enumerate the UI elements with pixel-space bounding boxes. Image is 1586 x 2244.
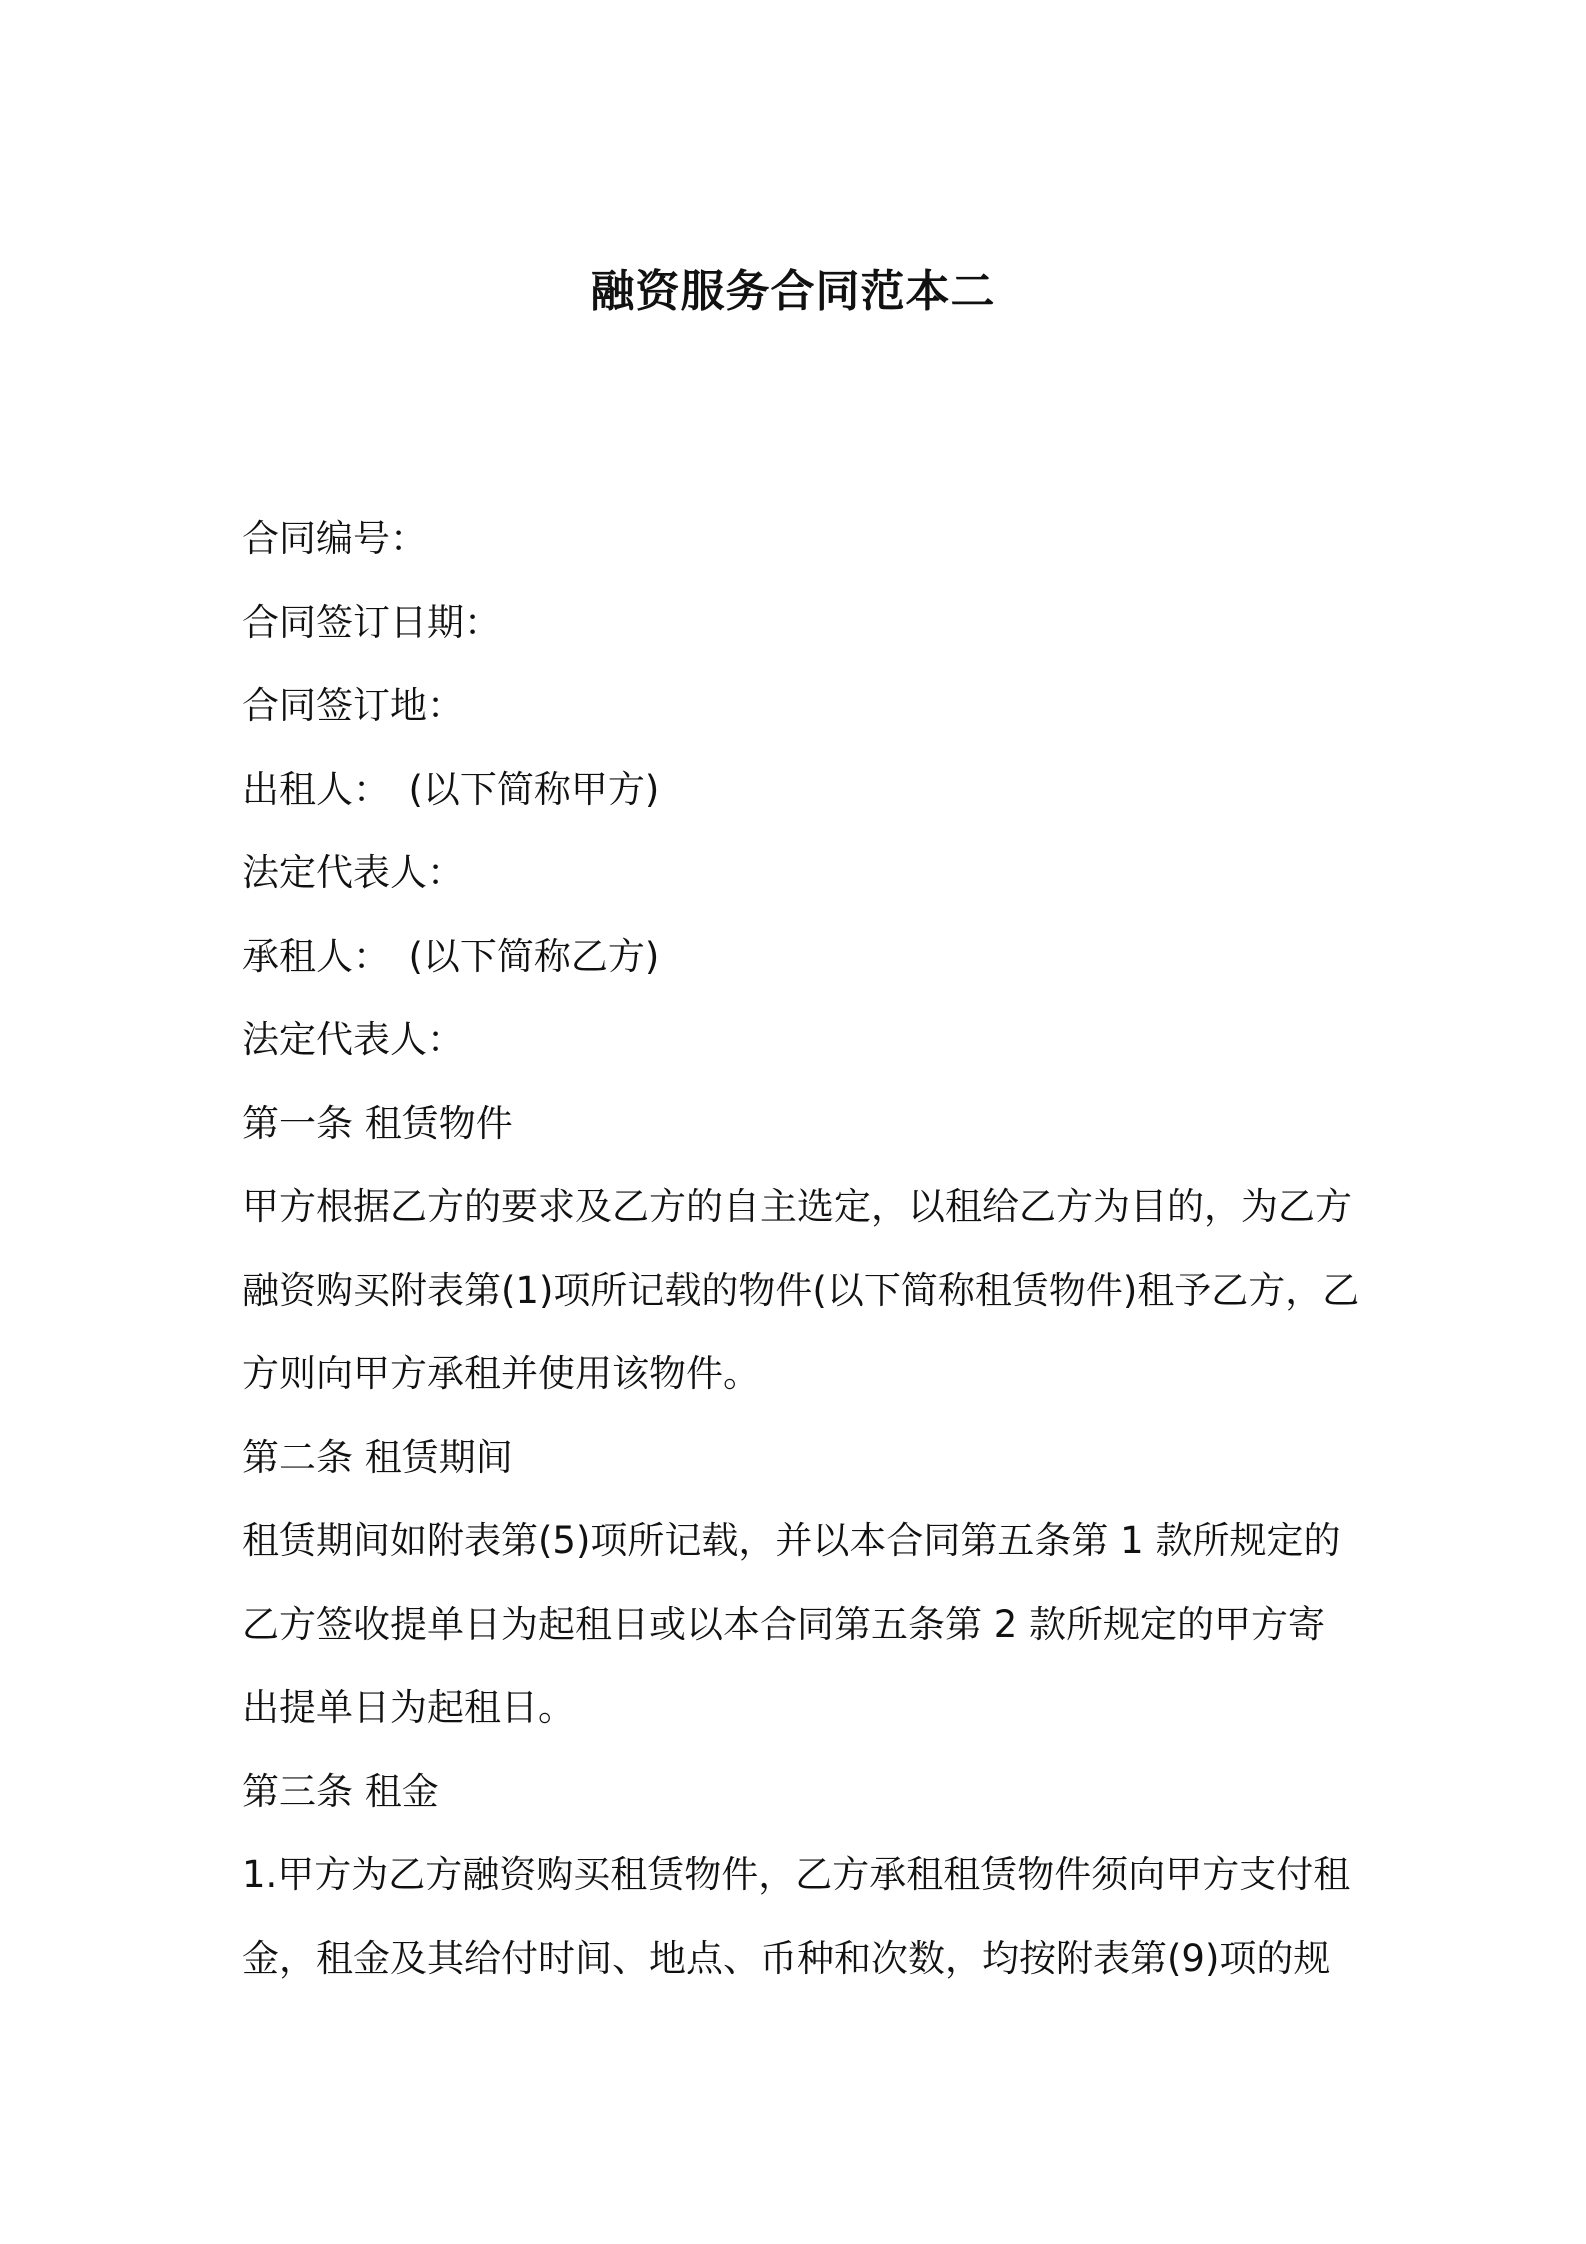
article-3-text-line: 金，租金及其给付时间、地点、币种和次数，均按附表第(9)项的规 — [242, 1936, 1331, 1980]
lessor-legal-rep-field: 法定代表人： — [242, 851, 464, 894]
article-2-text-line: 租赁期间如附表第(5)项所记载，并以本合同第五条第 1 款所规定的 — [242, 1519, 1341, 1562]
article-1-text-line: 融资购买附表第(1)项所记载的物件(以下简称租赁物件)租予乙方，乙 — [242, 1268, 1360, 1312]
lessee-field: 承租人： (以下简称乙方) — [242, 934, 660, 978]
article-1-heading: 第一条 租赁物件 — [242, 1101, 513, 1145]
article-1-text-line: 甲方根据乙方的要求及乙方的自主选定，以租给乙方为目的，为乙方 — [242, 1185, 1352, 1228]
lessor-field: 出租人： (以下简称甲方) — [242, 767, 660, 811]
document-body — [242, 497, 1360, 2000]
lessee-legal-rep-field: 法定代表人： — [242, 1018, 464, 1061]
article-3-heading: 第三条 租金 — [242, 1769, 439, 1813]
article-2-heading: 第二条 租赁期间 — [242, 1435, 513, 1479]
article-2-text-line: 出提单日为起租日。 — [242, 1686, 575, 1729]
article-2-text-line: 乙方签收提单日为起租日或以本合同第五条第 2 款所规定的甲方寄 — [242, 1602, 1326, 1646]
contract-number-field: 合同编号： — [242, 517, 427, 560]
signing-place-field: 合同签订地： — [242, 684, 464, 727]
article-3-text-line: 1.甲方为乙方融资购买租赁物件，乙方承租租赁物件须向甲方支付租 — [242, 1853, 1351, 1896]
signing-date-field: 合同签订日期： — [242, 600, 501, 644]
document-title: 融资服务合同范本二 — [590, 266, 996, 317]
article-1-text-line: 方则向甲方承租并使用该物件。 — [242, 1352, 760, 1395]
